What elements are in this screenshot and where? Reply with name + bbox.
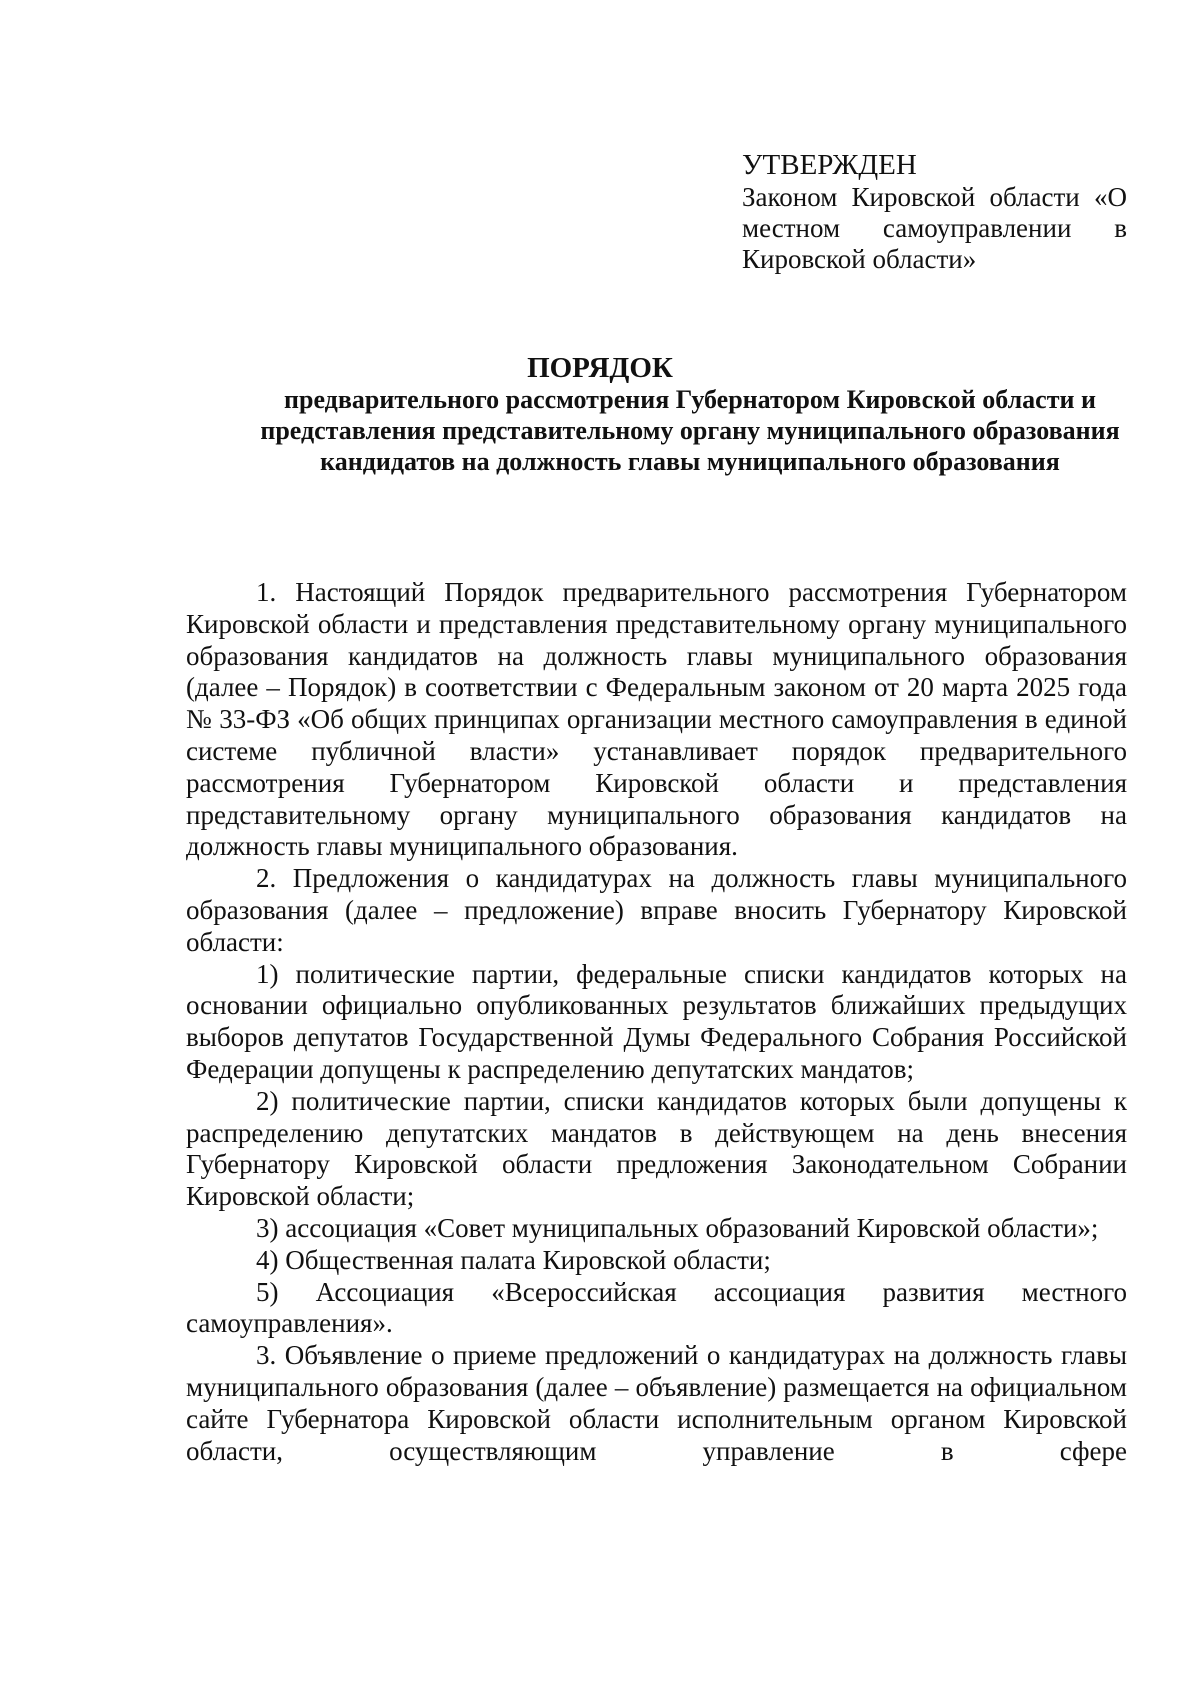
paragraph: 1) политические партии, федеральные списки кандидатов которых на основании официально опубликованных результатов ближайших предыдущих выборов депутатов Государственной Думы Федерального Собрания Российской Федерации допущены к распределению депутатских мандатов; [186,958,1127,1084]
approval-stamp [742,150,1127,275]
paragraph: 2. Предложения о кандидатурах на должность главы муниципального образования (далее – предложение) вправе вносить Губернатору Кировской области: [186,863,1127,957]
paragraph: 1. Настоящий Порядок предварительного рассмотрения Губернатором Кировской области и представления представительному органу муниципального образования кандидатов на должность главы муниципального образования (далее – Порядок) в соответствии с Федеральным законом от 20 марта 2025 года № 33-ФЗ «Об общих принципах организации местного самоуправления в единой системе публичной власти» устанавливает порядок предварительного рассмотрения Губернатором Кировской области и представления представительному органу муниципального образования кандидатов на должность главы муниципального образования. [186,577,1127,862]
paragraph: 3. Объявление о приеме предложений о кандидатурах на должность главы муниципального образования (далее – объявление) размещается на официальном сайте Губернатора Кировской области исполнительным органом Кировской области, осуществляющим управление в сфере [186,1340,1127,1466]
approval-text: Законом Кировской области «О местном самоуправлении в Кировской области» [742,182,1127,274]
paragraph: 5) Ассоциация «Всероссийская ассоциация развития местного самоуправления». [186,1276,1127,1339]
document-title: ПОРЯДОК [527,352,673,384]
paragraph: 4) Общественная палата Кировской области; [256,1244,771,1275]
document-subtitle: предварительного рассмотрения Губернатором Кировской области и представления представительному органу муниципального образования кандидатов на должность главы муниципального образования [260,385,1120,476]
paragraph: 3) ассоциация «Совет муниципальных образований Кировской области»; [256,1212,1099,1243]
approval-word: УТВЕРЖДЕН [742,149,917,181]
document-body [186,577,1127,1467]
paragraph: 2) политические партии, списки кандидатов которых были допущены к распределению депутатских мандатов в действующем на день внесения Губернатору Кировской области предложения Законодательном Собрании Кировской области; [186,1085,1127,1212]
